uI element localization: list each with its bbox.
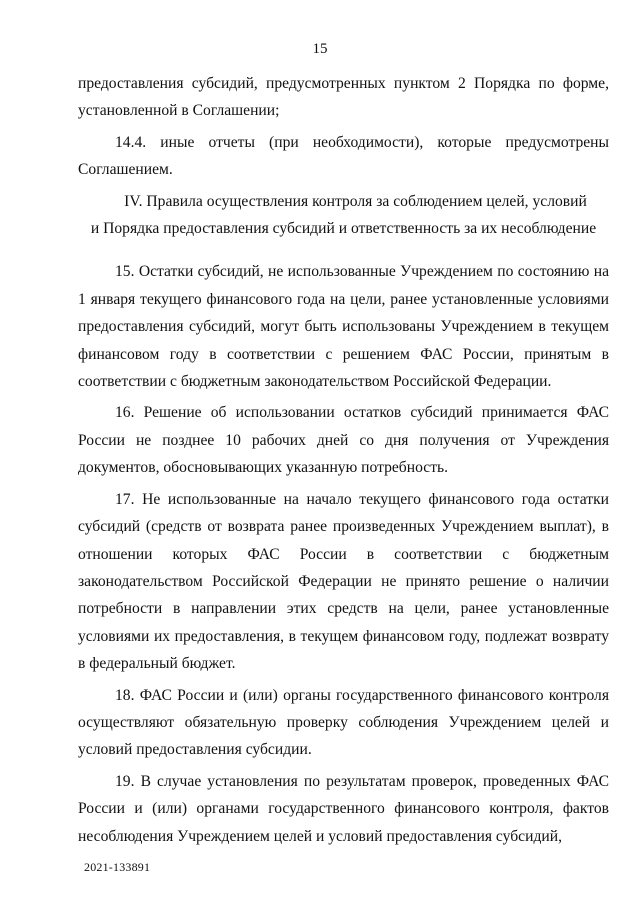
paragraph-continuation: предоставления субсидий, предусмотренных пунктом 2 Порядка по форме, установленной в Соглашении; bbox=[78, 75, 609, 120]
section-heading-line-1: IV. Правила осуществления контроля за соблюдением целей, условий bbox=[124, 192, 587, 210]
document-body bbox=[78, 70, 609, 854]
clause-17: 17. Не использованные на начало текущего финансового года остатки субсидий (средств от возврата ранее произведенных Учреждением выплат), в отношении которых ФАС России в соответствии с бюджетным законодательством Российской Федерации не принято решение о наличии потребности в направлении этих средств на цели, ранее установленные условиями их предоставления, в текущем финансовом году, подлежат возврату в федеральный бюджет. bbox=[78, 490, 609, 673]
paragraph-14-4: 14.4. иные отчеты (при необходимости), которые предусмотрены Соглашением. bbox=[78, 133, 609, 179]
clause-18: 18. ФАС России и (или) органы государственного финансового контроля осуществляют обязательную проверку соблюдения Учреждением целей и условий предоставления субсидии. bbox=[78, 686, 609, 759]
document-id: 2021-133891 bbox=[84, 860, 151, 874]
section-heading bbox=[78, 188, 609, 243]
clause-15: 15. Остатки субсидий, не использованные Учреждением по состоянию на 1 января текущего финансового года на цели, ранее установленные условиями предоставления субсидий, могут быть использованы Учреждением в текущем финансовом году в соответствии с решением ФАС России, принятым в соответствии с бюджетным законодательством Российской Федерации. bbox=[78, 263, 609, 391]
clause-16: 16. Решение об использовании остатков субсидий принимается ФАС России не позднее 10 рабочих дней со дня получения от Учреждения документов, обосновывающих указанную потребность. bbox=[78, 404, 609, 477]
clause-19: 19. В случае установления по результатам проверок, проведенных ФАС России и (или) органами государственного финансового контроля, фактов несоблюдения Учреждением целей и условий предоставления субсидий, bbox=[78, 772, 609, 845]
section-heading-line-2: и Порядка предоставления субсидий и ответственность за их несоблюдение bbox=[90, 220, 597, 238]
page-number: 15 bbox=[312, 41, 328, 57]
